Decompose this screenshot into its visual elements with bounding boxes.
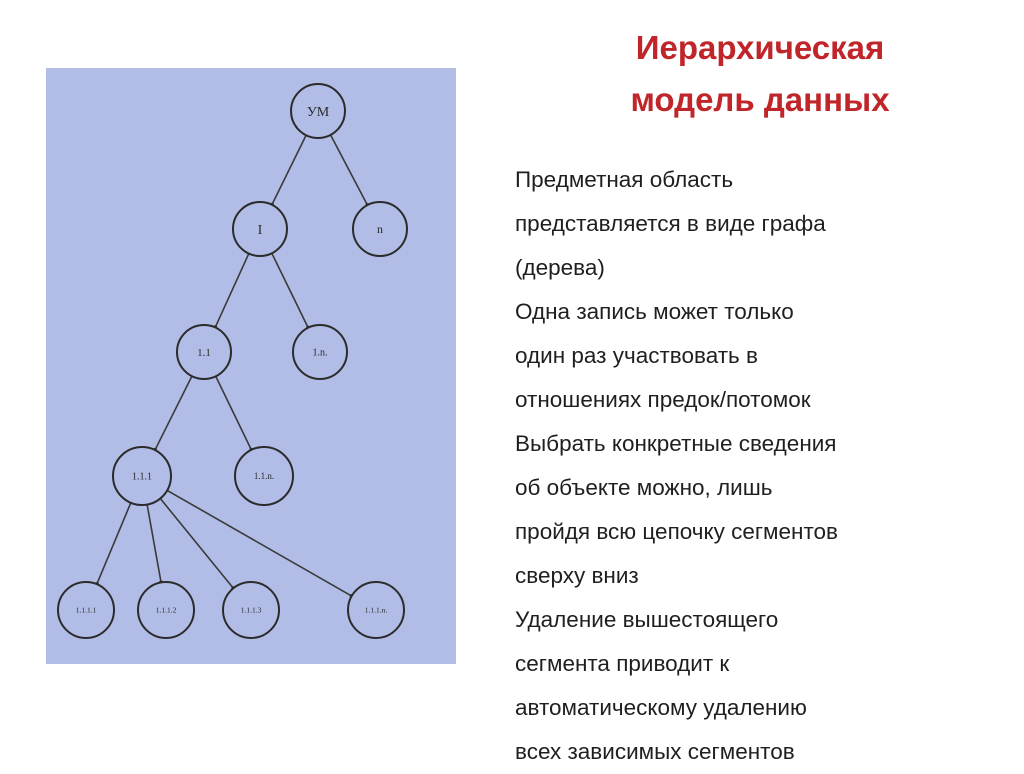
bullet-line: об объекте можно, лишь — [515, 475, 773, 500]
tree-node-label: I — [257, 222, 263, 238]
bullet-line: Удаление вышестоящего — [515, 607, 779, 632]
bullet-line: представляется в виде графа — [515, 211, 826, 236]
bullet-item — [515, 598, 1005, 774]
bullet-item — [515, 422, 1005, 598]
bullet-item — [515, 290, 1005, 422]
tree-edge — [160, 498, 233, 588]
tree-node-n1111 — [58, 582, 114, 638]
bullet-line: Одна запись может только — [515, 299, 794, 324]
tree-node-n111n — [348, 582, 404, 638]
tree-edge — [272, 253, 308, 327]
tree-edge — [272, 135, 306, 205]
tree-edge — [167, 490, 352, 596]
tree-node-n1n — [293, 325, 347, 379]
tree-edge — [155, 376, 192, 450]
hierarchy-tree-diagram — [46, 68, 456, 664]
tree-node-label: 1.1.1 — [132, 471, 152, 483]
tree-node-label: 1.1.1.1 — [75, 605, 97, 615]
tree-node-label: 1.1.1.n. — [364, 605, 388, 615]
tree-node-n111 — [113, 447, 171, 505]
bullet-line: Предметная область — [515, 167, 734, 192]
tree-edge — [216, 376, 252, 450]
bullet-line: сегмента приводит к — [515, 651, 730, 676]
bullet-line: сверху вниз — [515, 563, 639, 588]
bullet-list — [515, 158, 1005, 774]
slide-title — [520, 22, 1000, 126]
tree-node-n11 — [177, 325, 231, 379]
tree-node-label: n — [377, 222, 383, 237]
tree-node-label: 1.1.1.3 — [240, 605, 262, 615]
tree-edge — [147, 505, 161, 583]
tree-node-root — [291, 84, 345, 138]
bullet-line: Выбрать конкретные сведения — [515, 431, 837, 456]
tree-svg — [46, 68, 456, 664]
bullet-item — [515, 158, 1005, 290]
tree-node-nn — [353, 202, 407, 256]
bullet-line: (дерева) — [515, 255, 605, 280]
bullet-line: пройдя всю цепочку сегментов — [515, 519, 838, 544]
tree-edge — [97, 503, 131, 584]
tree-node-label: 1.1.1.2 — [155, 605, 177, 615]
tree-edge — [331, 135, 368, 205]
title-line-2: модель данных — [630, 81, 890, 118]
bullet-line: автоматическому удалению — [515, 695, 807, 720]
tree-node-label: 1.n. — [312, 347, 328, 359]
tree-node-n1112 — [138, 582, 194, 638]
bullet-line: один раз участвовать в — [515, 343, 758, 368]
title-line-1: Иерархическая — [635, 29, 885, 66]
bullet-line: всех зависимых сегментов — [515, 739, 795, 764]
tree-edge — [215, 254, 249, 328]
tree-node-n1113 — [223, 582, 279, 638]
tree-node-n11n — [235, 447, 293, 505]
bullet-line: отношениях предок/потомок — [515, 387, 811, 412]
tree-node-n1 — [233, 202, 287, 256]
tree-node-label: 1.1 — [197, 346, 211, 359]
tree-node-label: УМ — [306, 104, 330, 120]
tree-node-label: 1.1.n. — [253, 471, 275, 482]
